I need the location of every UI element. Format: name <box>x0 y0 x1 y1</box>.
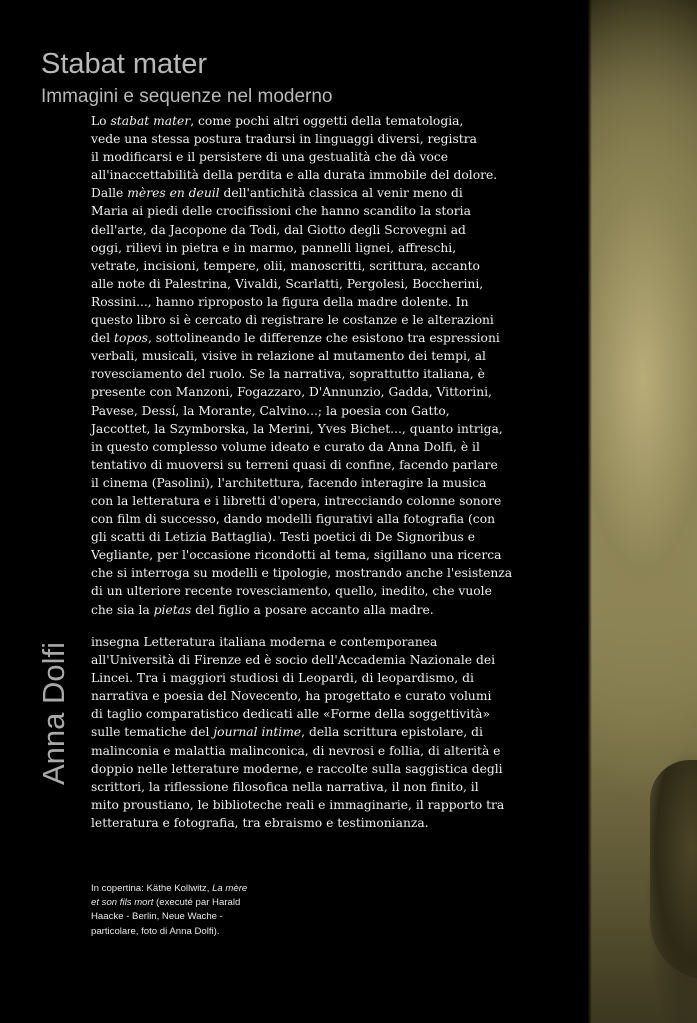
description-line <box>91 275 531 293</box>
bio-line <box>91 687 531 705</box>
text-segment: Vegliante, per l'occasione ricondotti al tema, sigillano una ricerca <box>91 548 502 563</box>
italic-text: pietas <box>153 602 192 617</box>
description-line <box>91 438 531 456</box>
description-line <box>91 329 531 347</box>
description-line <box>91 492 531 510</box>
text-segment: tentativo di muoversi su terreni quasi di confine, facendo parlare <box>91 457 498 472</box>
cover-photo-strip <box>588 0 697 1023</box>
author-bio <box>91 633 531 832</box>
text-segment: con film di successo, dando modelli figurativi alla fotografia (con <box>91 512 496 527</box>
description-line <box>91 510 531 528</box>
text-segment: il modificarsi e il persistere di una gestualità che dà voce <box>91 150 449 165</box>
book-subtitle: Immagini e sequenze nel moderno <box>41 86 333 107</box>
description-line <box>91 311 531 329</box>
caption-line <box>91 896 291 910</box>
text-segment: Lincei. Tra i maggiori studiosi di Leopardi, di leopardismo, di <box>91 671 474 686</box>
author-name: Anna Dolfi <box>36 641 71 785</box>
bio-line <box>91 760 531 778</box>
italic-text: mères en deuil <box>127 186 220 201</box>
text-segment: di taglio comparatistico dedicati alle «Forme della soggettività» <box>91 707 490 722</box>
description-line <box>91 528 531 546</box>
bio-line <box>91 778 531 796</box>
description-line <box>91 601 531 619</box>
caption-line <box>91 882 291 896</box>
book-title: Stabat mater <box>41 48 208 80</box>
text-segment: mito proustiano, le biblioteche reali e immaginarie, il rapporto tra <box>91 797 505 812</box>
text-segment: vetrate, incisioni, tempere, olii, manoscritti, scrittura, accanto <box>91 258 480 273</box>
description-line <box>91 166 531 184</box>
description-line <box>91 293 531 311</box>
italic-text: topos <box>114 331 148 346</box>
text-segment: narrativa e poesia del Novecento, ha progettato e curato volumi <box>91 689 492 704</box>
bio-line <box>91 705 531 723</box>
italic-text: La mère <box>212 883 248 894</box>
text-segment: rovesciamento del ruolo. Se la narrativa, soprattutto italiana, è <box>91 367 485 382</box>
text-segment: questo libro si è cercato di registrare le costanze e le alterazioni <box>91 313 494 328</box>
photo-edge-shadow <box>588 0 592 1023</box>
text-segment: dell'antichità classica al venir meno di <box>219 186 463 201</box>
description-line <box>91 148 531 166</box>
text-segment: il cinema (Pasolini), l'architettura, facendo interagire la musica <box>91 475 487 490</box>
text-segment: verbali, musicali, visive in relazione al mutamento dei tempi, al <box>91 349 486 364</box>
italic-text: journal intime <box>213 725 302 740</box>
italic-text: et son fils mort <box>91 897 154 909</box>
description-line <box>91 130 531 148</box>
text-segment: alle note di Palestrina, Vivaldi, Scarlatti, Pergolesi, Boccherini, <box>91 276 484 291</box>
cover-caption <box>91 882 291 939</box>
text-segment: , della scrittura epistolare, di <box>301 725 483 740</box>
description-line <box>91 474 531 492</box>
text-segment: Lo <box>91 114 111 128</box>
text-segment: (executé par Harald <box>153 897 241 909</box>
text-segment: Pavese, Dessí, la Morante, Calvino...; la poesia con Gatto, <box>91 403 450 418</box>
text-segment: letteratura e fotografia, tra ebraismo e testimonianza. <box>91 815 429 830</box>
bio-line <box>91 669 531 687</box>
text-segment: Dalle <box>91 186 128 201</box>
text-segment: Maria ai piedi delle crocifissioni che hanno scandito la storia <box>91 204 471 219</box>
text-segment: , come pochi altri oggetti della tematologia, <box>190 114 464 128</box>
bio-line <box>91 651 531 669</box>
text-segment: con la letteratura e i libretti d'opera, intrecciando colonne sonore <box>91 493 502 508</box>
description-line <box>91 365 531 383</box>
text-segment: vede una stessa postura tradursi in linguaggi diversi, registra <box>91 132 477 147</box>
description-line <box>91 383 531 401</box>
text-segment: scrittori, la riflessione filosofica nella narrativa, il non finito, il <box>91 779 479 794</box>
sculpture-fragment <box>650 760 697 980</box>
bio-line <box>91 723 531 741</box>
description-line <box>91 564 531 582</box>
description-line <box>91 221 531 239</box>
text-segment: gli scatti di Letizia Battaglia). Testi poetici di De Signoribus e <box>91 530 476 545</box>
description-line <box>91 184 531 202</box>
description-line <box>91 582 531 600</box>
text-segment: in questo complesso volume ideato e curato da Anna Dolfi, è il <box>91 439 480 454</box>
description-line <box>91 402 531 420</box>
bio-line <box>91 814 531 832</box>
text-segment: Rossini..., hanno riproposto la figura della madre dolente. In <box>91 294 469 309</box>
bio-line <box>91 742 531 760</box>
description-line <box>91 112 531 130</box>
book-description <box>91 112 531 619</box>
description-line <box>91 546 531 564</box>
description-line <box>91 239 531 257</box>
text-segment: di un ulteriore recente rovesciamento, quello, inedito, che vuole <box>91 584 492 599</box>
text-segment: malinconia e malattia malinconica, di nevrosi e follia, di alterità e <box>91 743 501 758</box>
text-segment: doppio nelle letterature moderne, e raccolte sulla saggistica degli <box>91 761 503 776</box>
description-line <box>91 420 531 438</box>
text-segment: che sia la <box>91 602 154 617</box>
caption-line <box>91 925 291 939</box>
text-segment: Haacke - Berlin, Neue Wache - <box>91 911 223 923</box>
text-segment: oggi, rilievi in pietra e in marmo, pannelli lignei, affreschi, <box>91 240 457 255</box>
text-segment: all'inaccettabilità della perdita e alla durata immobile del dolore. <box>91 168 498 183</box>
description-line <box>91 202 531 220</box>
text-segment: presente con Manzoni, Fogazzaro, D'Annunzio, Gadda, Vittorini, <box>91 385 492 400</box>
text-segment: particolare, foto di Anna Dolfi). <box>91 925 220 937</box>
text-segment: del <box>91 331 114 346</box>
text-segment: , sottolineando le differenze che esistono tra espressioni <box>147 331 500 346</box>
description-line <box>91 456 531 474</box>
text-segment: In copertina: Käthe Kollwitz, <box>91 883 213 894</box>
text-segment: insegna Letteratura italiana moderna e contemporanea <box>91 635 438 649</box>
text-segment: dell'arte, da Jacopone da Todi, dal Giotto degli Scrovegni ad <box>91 222 466 237</box>
bio-line <box>91 633 531 651</box>
text-segment: del figlio a posare accanto alla madre. <box>191 602 434 617</box>
bio-line <box>91 796 531 814</box>
italic-text: stabat mater <box>110 114 191 128</box>
caption-line <box>91 910 291 924</box>
description-line <box>91 257 531 275</box>
text-segment: che si interroga su modelli e tipologie, mostrando anche l'esistenza <box>91 566 513 581</box>
text-segment: all'Università di Firenze ed è socio dell'Accademia Nazionale dei <box>91 653 496 668</box>
description-line <box>91 347 531 365</box>
text-segment: Jaccottet, la Szymborska, la Merini, Yves Bichet..., quanto intriga, <box>91 421 503 436</box>
text-segment: sulle tematiche del <box>91 725 214 740</box>
